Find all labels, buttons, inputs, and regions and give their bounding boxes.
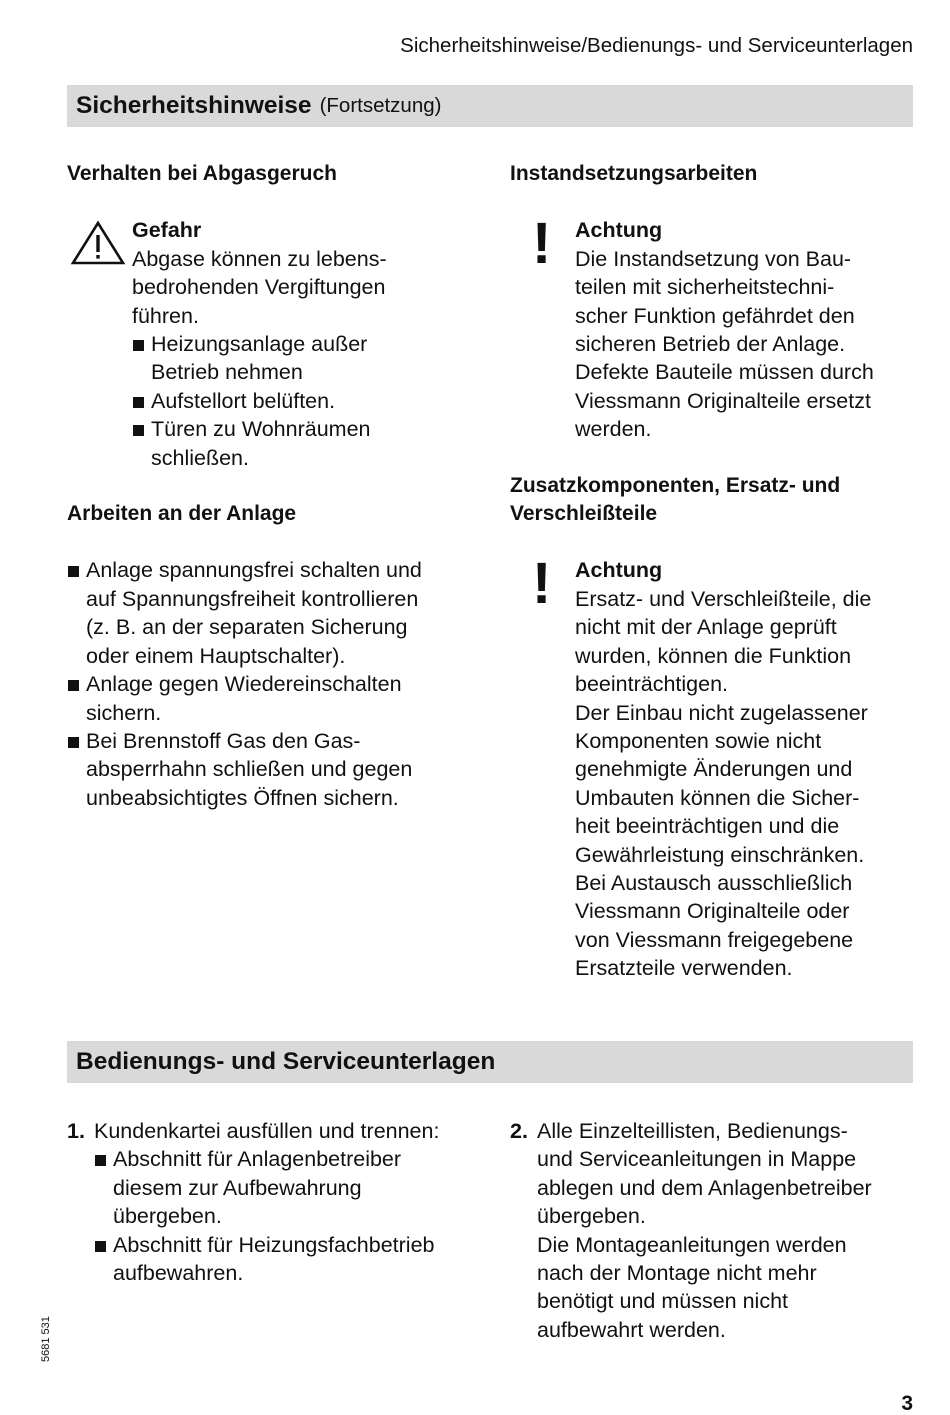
notice-text-line: bedrohenden Vergiftungen xyxy=(132,275,386,300)
list-item xyxy=(132,330,487,387)
square-bullet-icon xyxy=(133,425,144,436)
notice-text-line: scher Funktion gefährdet den xyxy=(575,303,855,328)
step-text-line: Kundenkartei ausfüllen und trennen: xyxy=(94,1119,440,1143)
heading-line: Zusatzkomponenten, Ersatz- und xyxy=(510,473,841,497)
step-item xyxy=(510,1117,920,1344)
list-item-line: Abschnitt für Heizungsfachbetrieb xyxy=(113,1232,435,1257)
notice-text-line: Die Instandsetzung von Bau- xyxy=(575,246,852,271)
notice-text-line: sicheren Betrieb der Anlage. xyxy=(575,332,846,357)
right-column-safety xyxy=(510,160,920,983)
notice-text-line: Ersatzteile verwenden. xyxy=(575,956,793,981)
notice-text-line: Der Einbau nicht zugelassener xyxy=(575,700,868,725)
step-text-line: Die Montageanleitungen werden xyxy=(537,1232,847,1257)
notice-text-line: Abgase können zu lebens- xyxy=(132,246,387,271)
heading-arbeiten: Arbeiten an der Anlage xyxy=(67,502,297,526)
list-item-line: Anlage spannungsfrei schalten und xyxy=(86,558,422,583)
list-item-line: übergeben. xyxy=(113,1204,222,1229)
list-item xyxy=(132,387,487,415)
section-title: Bedienungs- und Serviceunterlagen xyxy=(76,1048,496,1075)
warning-triangle-icon xyxy=(70,220,126,266)
square-bullet-icon xyxy=(68,680,79,691)
step-list xyxy=(510,1117,920,1344)
caution-notice xyxy=(510,211,920,443)
notice-title: Achtung xyxy=(575,558,663,583)
step-list xyxy=(67,1117,487,1287)
step-text-line: nach der Montage nicht mehr xyxy=(537,1261,817,1286)
square-bullet-icon xyxy=(68,566,79,577)
list-item-line: oder einem Hauptschalter). xyxy=(86,643,346,668)
running-header: Sicherheitshinweise/Bedienungs- und Serviceunterlagen xyxy=(400,34,913,57)
step-item xyxy=(67,1117,487,1287)
page-number: 3 xyxy=(901,1392,913,1415)
arbeiten-bullet-list xyxy=(67,556,487,812)
heading-instandsetzung: Instandsetzungsarbeiten xyxy=(510,162,758,185)
square-bullet-icon xyxy=(133,340,144,351)
notice-text-line: führen. xyxy=(132,303,199,328)
danger-notice xyxy=(67,216,487,472)
square-bullet-icon xyxy=(95,1241,106,1252)
notice-text-line: genehmigte Änderungen und xyxy=(575,757,853,782)
list-item-line: Heizungsanlage außer xyxy=(151,332,368,357)
list-item-line: unbeabsichtigtes Öffnen sichern. xyxy=(86,785,399,810)
notice-text-line: Komponenten sowie nicht xyxy=(575,728,822,753)
step-number: 2. xyxy=(510,1119,528,1143)
list-item-line: Anlage gegen Wiedereinschalten xyxy=(86,672,402,697)
list-item-line: Abschnitt für Anlagenbetreiber xyxy=(113,1147,402,1172)
left-column-safety xyxy=(67,160,487,812)
notice-text-line: von Viessmann freigegebene xyxy=(575,927,854,952)
document-number: 5681 531 xyxy=(40,1316,52,1362)
square-bullet-icon xyxy=(133,397,144,408)
notice-bullet-list xyxy=(132,330,487,472)
list-item-line: Aufstellort belüften. xyxy=(151,388,336,413)
notice-text-line: Ersatz- und Verschleißteile, die xyxy=(575,586,872,611)
list-item-line: diesem zur Aufbewahrung xyxy=(113,1175,362,1200)
notice-text-line: nicht mit der Anlage geprüft xyxy=(575,615,837,640)
list-item-line: absperrhahn schließen und gegen xyxy=(86,757,413,782)
list-item-line: aufbewahren. xyxy=(113,1261,244,1286)
list-item-line: (z. B. an der separaten Sicherung xyxy=(86,615,408,640)
notice-text-line: heit beeinträchtigen und die xyxy=(575,814,840,839)
section-title-bar-documents xyxy=(67,1041,913,1083)
list-item xyxy=(94,1145,487,1230)
caution-notice xyxy=(510,551,920,982)
list-item-line: schließen. xyxy=(151,445,249,470)
square-bullet-icon xyxy=(95,1155,106,1166)
exclamation-icon: ! xyxy=(532,211,552,277)
notice-text-line: beeinträchtigen. xyxy=(575,672,728,697)
notice-title: Gefahr xyxy=(132,218,202,243)
right-column-documents xyxy=(510,1117,920,1344)
notice-text-line: Bei Austausch ausschließlich xyxy=(575,870,853,895)
step-text-line: ablegen und dem Anlagenbetreiber xyxy=(537,1175,872,1200)
section-title-bar-safety xyxy=(67,85,913,127)
step-text-line: benötigt und müssen nicht xyxy=(537,1289,788,1314)
notice-title: Achtung xyxy=(575,218,663,243)
exclamation-icon: ! xyxy=(532,551,552,617)
square-bullet-icon xyxy=(68,737,79,748)
notice-text-line: Gewährleistung einschränken. xyxy=(575,842,865,867)
section-subtitle: (Fortsetzung) xyxy=(319,94,442,117)
notice-text-line: Viessmann Originalteile oder xyxy=(575,899,850,924)
heading-abgasgeruch: Verhalten bei Abgasgeruch xyxy=(67,162,337,185)
notice-text-line: werden. xyxy=(575,417,652,442)
step-text-line: aufbewahrt werden. xyxy=(537,1317,726,1342)
notice-text-line: wurden, können die Funktion xyxy=(575,643,852,668)
list-item xyxy=(67,670,487,727)
section-title: Sicherheitshinweise xyxy=(76,92,312,119)
list-item-line: Bei Brennstoff Gas den Gas- xyxy=(86,728,361,753)
notice-text-line: Umbauten können die Sicher- xyxy=(575,785,860,810)
list-item xyxy=(67,727,487,812)
notice-text-line: Defekte Bauteile müssen durch xyxy=(575,360,874,385)
list-item xyxy=(94,1231,487,1288)
list-item xyxy=(67,556,487,670)
heading-zusatzkomponenten xyxy=(510,472,920,529)
step-text-line: Alle Einzelteillisten, Bedienungs- xyxy=(537,1119,848,1143)
step-text-line: übergeben. xyxy=(537,1204,646,1229)
notice-text-line: Viessmann Originalteile ersetzt xyxy=(575,388,871,413)
notice-text-line: teilen mit sicherheitstechni- xyxy=(575,275,835,300)
left-column-documents xyxy=(67,1117,487,1287)
list-item xyxy=(132,415,487,472)
step-text-line: und Serviceanleitungen in Mappe xyxy=(537,1147,857,1172)
heading-line: Verschleißteile xyxy=(510,502,658,526)
step-bullet-list xyxy=(94,1145,487,1287)
step-number: 1. xyxy=(67,1119,85,1143)
list-item-line: Türen zu Wohnräumen xyxy=(151,417,371,442)
list-item-line: auf Spannungsfreiheit kontrollieren xyxy=(86,586,419,611)
list-item-line: Betrieb nehmen xyxy=(151,360,303,385)
list-item-line: sichern. xyxy=(86,700,162,725)
